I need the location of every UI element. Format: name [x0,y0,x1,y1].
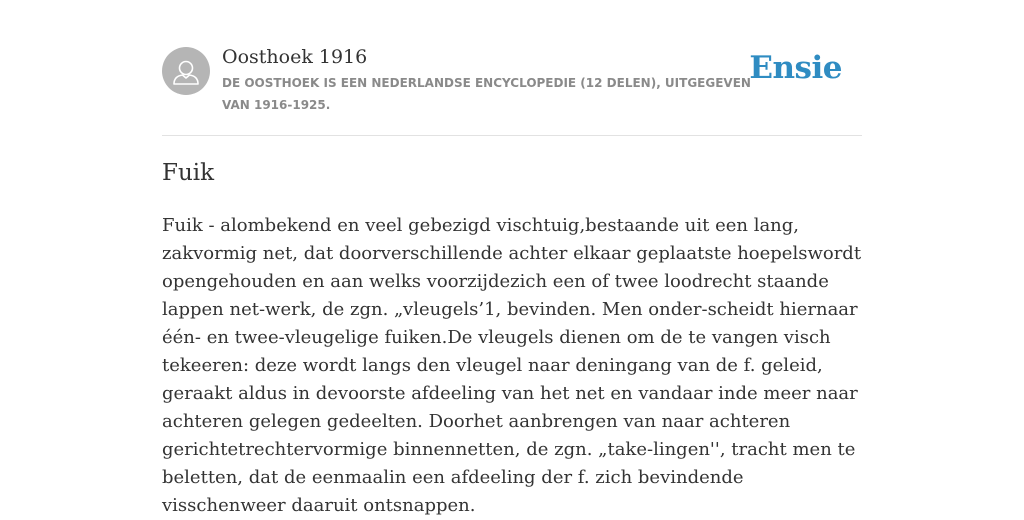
entry-body: Fuik - alombekend en veel gebezigd vischtuig,bestaande uit een lang, zakvormig net, dat doorverschillende achter elkaar geplaatste hoepelswordt opengehouden en aan welks voorzijdezich een of twee loodrecht staande lappen net-werk, de zgn. „vleugels’1, bevinden. Men onder-scheidt hiernaar één- en twee-vleugelige fuiken.De vleugels dienen om de te vangen visch tekeeren: deze wordt langs den vleugel naar deningang van de f. geleid, geraakt aldus in devoorste afdeeling van het net en vandaar inde meer naar achteren gelegen gedeelten. Doorhet aanbrengen van naar achteren gerichtetrechtervormige binnennetten, de zgn. „take-lingen'', tracht men te beletten, dat de eenmaalin een afdeeling der f. zich bevindende visschenweer daaruit ontsnappen. [162,215,862,516]
source-avatar[interactable] [162,47,210,95]
brand-logo[interactable]: Ensie [749,50,842,86]
entry-card [162,0,862,516]
source-title[interactable]: Oosthoek 1916 [222,46,368,68]
entry-title: Fuik [162,160,215,186]
source-description: DE OOSTHOEK IS EEN NEDERLANDSE ENCYCLOPEDIE (12 DELEN), UITGEGEVEN VAN 1916-1925. [222,76,751,112]
user-silhouette-icon [162,47,210,95]
source-header [162,0,862,136]
